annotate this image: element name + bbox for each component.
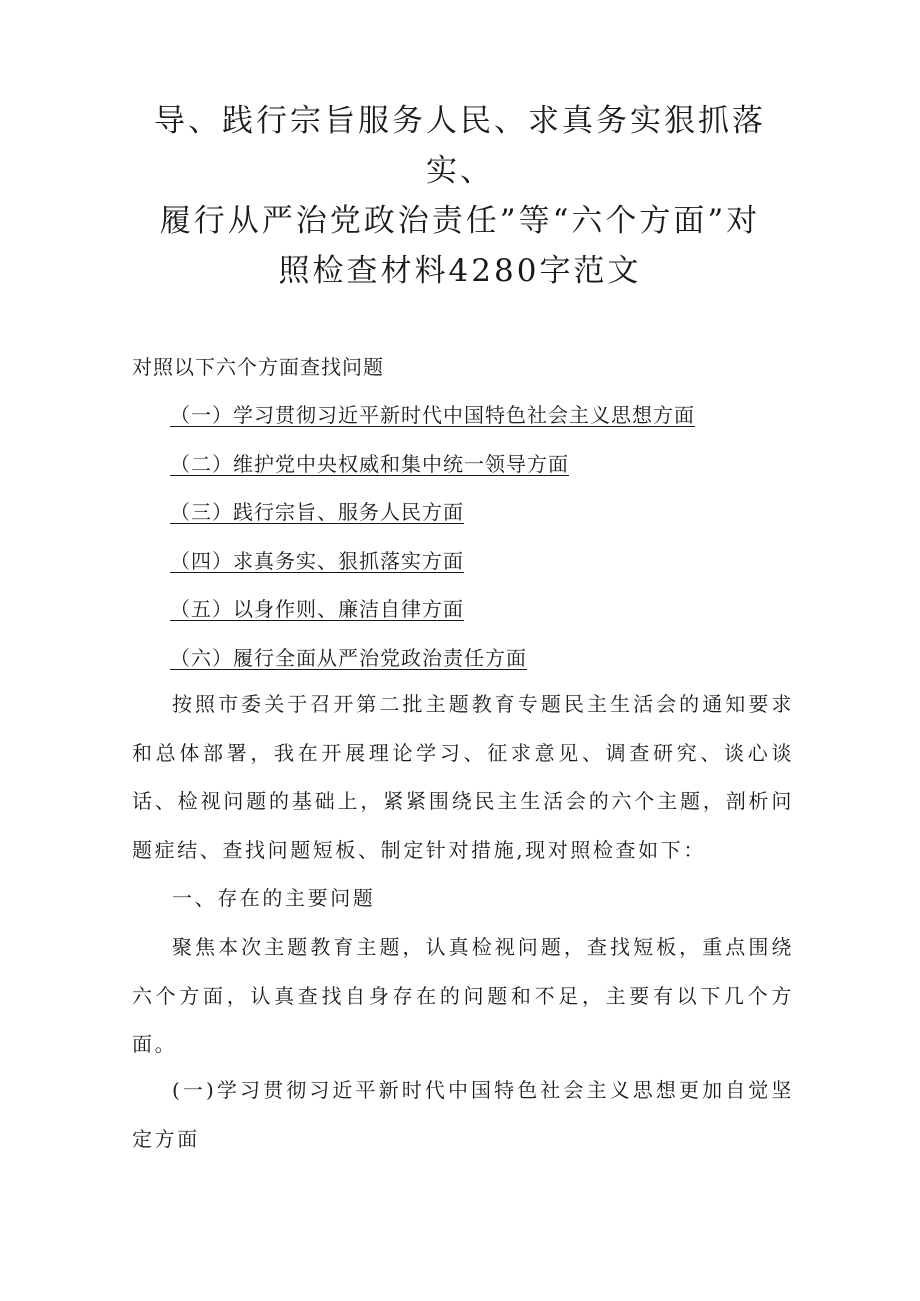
toc-item <box>170 497 695 546</box>
toc-item <box>170 594 695 643</box>
toc-item <box>170 449 695 498</box>
body-paragraph-2: 聚焦本次主题教育主题，认真检视问题，查找短板，重点围绕六个方面，认真查找自身存在的问题和不足，主要有以下几个方面。 <box>132 935 794 1056</box>
toc-link-1[interactable]: （一）学习贯彻习近平新时代中国特色社会主义思想方面 <box>170 403 695 427</box>
title-line-2: 履行从严治党政治责任”等“六个方面”对 <box>159 203 761 239</box>
body-paragraph-3: (一)学习贯彻习近平新时代中国特色社会主义思想更加自觉坚定方面 <box>132 1078 794 1151</box>
table-of-contents <box>170 400 695 691</box>
body-paragraph-1: 按照市委关于召开第二批主题教育专题民主生活会的通知要求和总体部署，我在开展理论学习、征求意见、调查研究、谈心谈话、检视问题的基础上，紧紧围绕民主生活会的六个主题，剖析问题症结、查找问题短板、制定针对措施,现对照检查如下： <box>132 692 794 862</box>
title-line-3: 照检查材料4280字范文 <box>278 253 642 289</box>
title-line-1: 导、践行宗旨服务人民、求真务实狠抓落实、 <box>154 103 766 189</box>
intro-text: 对照以下六个方面查找问题 <box>132 355 384 379</box>
toc-link-6[interactable]: （六）履行全面从严治党政治责任方面 <box>170 645 527 670</box>
toc-link-2[interactable]: （二）维护党中央权威和集中统一领导方面 <box>170 451 569 476</box>
section-heading-1: 一、存在的主要问题 <box>172 886 376 910</box>
toc-item <box>170 400 695 449</box>
document-title <box>130 96 790 296</box>
toc-link-4[interactable]: （四）求真务实、狠抓落实方面 <box>170 548 464 573</box>
toc-link-5[interactable]: （五）以身作则、廉洁自律方面 <box>170 597 464 621</box>
toc-item <box>170 546 695 595</box>
toc-link-3[interactable]: （三）践行宗旨、服务人民方面 <box>170 500 464 524</box>
